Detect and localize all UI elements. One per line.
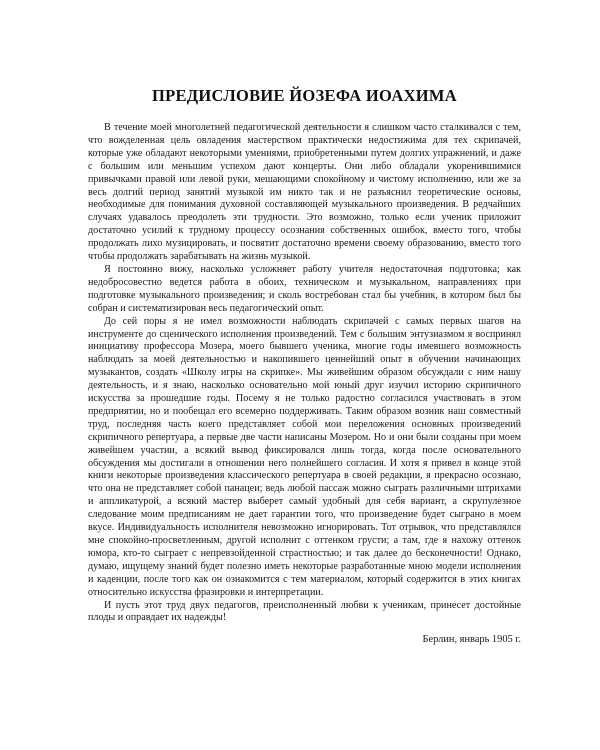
paragraph: В течение моей многолетней педагогической деятельности я слишком часто сталкивался с тем, что вожделенная цель овладения мастерством практически недостижима для тех скрипачей, которые уже обладают некоторыми умениями, приобретенными путем долгих упражнений, и даже с большим или меньшим успехом дают концерты. Они либо обладали укоренившимися привычками правой или левой руки, мешающими спокойному и чистому исполнению, или же за весь долгий период занятий музыкой им никто так и не разъяснил теоретические основы, необходимые для понимания духовной составляющей музыкального произведения. В редчайших случаях удавалось преодолеть эти трудности. Это возможно, только если ученик приложит достаточно усилий к трудному процессу осознания собственных ошибок, вместо того, чтобы продолжать лихо музицировать, и посвятит достаточно времени своему образованию, вместо того чтобы продолжать зарабатывать на жизнь музыкой. [88,122,521,263]
preface-body [88,122,521,625]
paragraph: До сей поры я не имел возможности наблюдать скрипачей с самых первых шагов на инструменте до сценического исполнения произведений. Тем с большим энтузиазмом я воспринял инициативу профессора Мозера, моего бывшего ученика, многие годы имевшего возможность наблюдать за моей деятельностью и накопившего ценнейший опыт в обучении начинающих музыкантов, создать «Школу игры на скрипке». Мы живейшим образом обсуждали с ним нашу деятельность, и я знаю, насколько основательно мой юный друг изучил историю скрипичного искусства за прошедшие годы. Посему я не только радостно согласился участвовать в этом предприятии, но и пообещал его всемерно поддерживать. Таким образом возник наш совместный труд, последняя часть коего представляет собой мои переложения основных произведений скрипичного репертуара, а первые две части написаны Мозером. Но и они были созданы при моем живейшем участии, а всякий вывод фиксировался лишь тогда, когда после основательного обсуждения мы достигали в отношении него полнейшего согласия. И хотя я привел в конце этой книги некоторые произведения классического репертуара в своей редакции, я прекрасно осознаю, что она не представляет собой панацеи; ведь любой пассаж можно сыграть различными штрихами и аппликатурой, а всякий мастер выберет самый удобный для себя вариант, а скрупулезное следование моим предписаниям не дает гарантии того, что произведение будет сыграно в моем вкусе. Индивидуальность исполнителя невозможно игнорировать. Тот отрывок, что представлялся мне спокойно-просветленным, другой исполнит с оттенком грусти; а там, где я нахожу оттенок юмора, кто-то сыграет с непревзойденной страстностью; и так далее до бесконечности! Однако, думаю, ищущему знаний будет полезно иметь некоторые разработанные мною модели исполнения и каденции, после того как он ознакомится с тем материалом, который содержится в этих книгах относительно искусства фразировки и интерпретации. [88,315,521,598]
paragraph: Я постоянно вижу, насколько усложняет работу учителя недостаточная подготовка; как недобросовестно ведется работа в обоих, техническом и музыкальном, направлениях при подготовке музыкального произведения; и сколь востребован стал бы учебник, в котором был бы собран и систематизирован весь педагогический опыт. [88,263,521,314]
paragraph: И пусть этот труд двух педагогов, преисполненный любви к ученикам, принесет достойные плоды и оправдает их надежды! [88,599,521,624]
document-page [88,86,521,646]
signature-line: Берлин, январь 1905 г. [422,634,521,646]
page-title: ПРЕДИСЛОВИЕ ЙОЗЕФА ИОАХИМА [151,86,458,105]
